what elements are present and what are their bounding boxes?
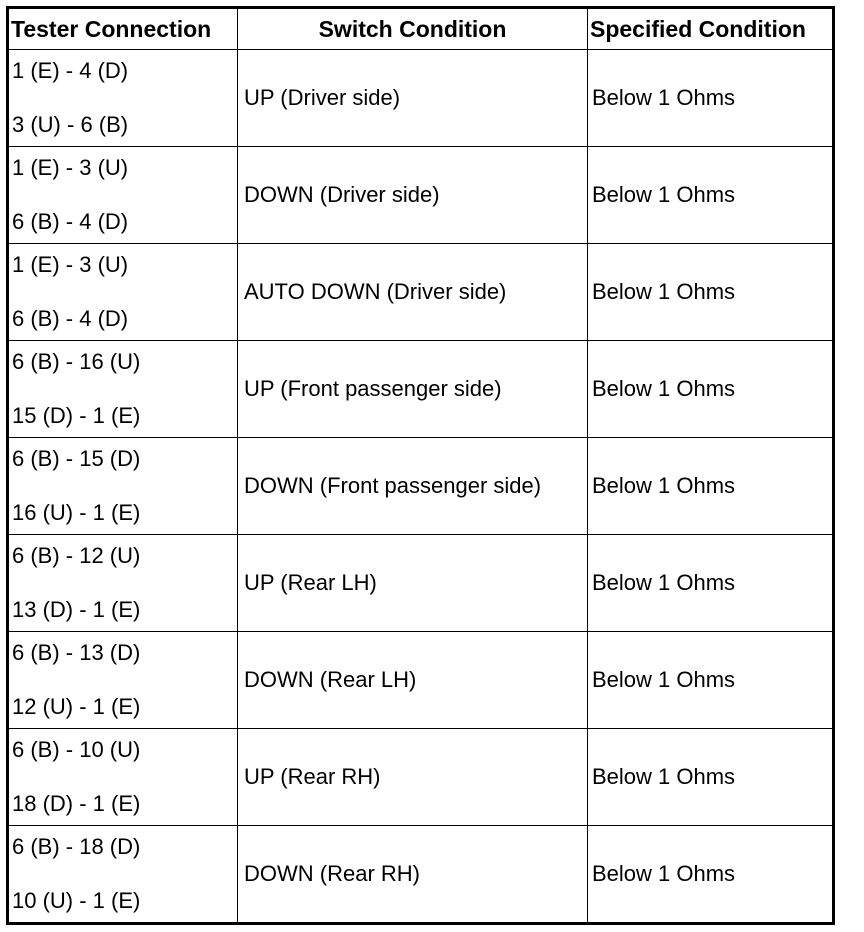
header-row (8, 8, 834, 50)
table-row (8, 244, 834, 341)
table-row (8, 147, 834, 244)
specified-condition-cell: Below 1 Ohms (588, 438, 834, 535)
switch-condition-cell: DOWN (Front passenger side) (238, 438, 588, 535)
connection-pair (12, 438, 237, 534)
specified-condition-cell: Below 1 Ohms (588, 632, 834, 729)
tester-connection-text: 3 (U) - 6 (B) (12, 112, 129, 137)
connection-pair (12, 50, 237, 146)
specified-condition-cell: Below 1 Ohms (588, 341, 834, 438)
tester-connection-text: 18 (D) - 1 (E) (12, 791, 141, 816)
tester-connection-cell (8, 147, 238, 244)
connection-pair (12, 632, 237, 728)
tester-connection-text: 13 (D) - 1 (E) (12, 597, 141, 622)
specified-condition-cell: Below 1 Ohms (588, 50, 834, 147)
tester-connection-text: 6 (B) - 13 (D) (12, 640, 141, 665)
connection-pair (12, 826, 237, 922)
connection-pair (12, 729, 237, 825)
header-specified-condition: Specified Condition (588, 8, 834, 50)
table-row (8, 826, 834, 924)
tester-connection-text: 6 (B) - 12 (U) (12, 543, 141, 568)
switch-condition-cell: UP (Rear LH) (238, 535, 588, 632)
tester-connection-text: 6 (B) - 15 (D) (12, 446, 141, 471)
table-row (8, 632, 834, 729)
specified-condition-cell: Below 1 Ohms (588, 729, 834, 826)
tester-connection-cell (8, 535, 238, 632)
specified-condition-cell: Below 1 Ohms (588, 826, 834, 924)
switch-condition-cell: UP (Front passenger side) (238, 341, 588, 438)
tester-connection-text: 15 (D) - 1 (E) (12, 403, 141, 428)
tester-connection-text: 10 (U) - 1 (E) (12, 888, 141, 913)
tester-connection-text: 6 (B) - 4 (D) (12, 306, 129, 331)
table-row (8, 535, 834, 632)
tester-connection-text: 6 (B) - 4 (D) (12, 209, 129, 234)
table-row (8, 438, 834, 535)
connection-pair (12, 535, 237, 631)
table-row (8, 729, 834, 826)
switch-condition-cell: DOWN (Rear RH) (238, 826, 588, 924)
table-row (8, 341, 834, 438)
tester-connection-text: 6 (B) - 10 (U) (12, 737, 141, 762)
specified-condition-cell: Below 1 Ohms (588, 147, 834, 244)
tester-connection-text: 6 (B) - 18 (D) (12, 834, 141, 859)
tester-connection-text: 16 (U) - 1 (E) (12, 500, 141, 525)
switch-condition-cell: UP (Rear RH) (238, 729, 588, 826)
header-switch-condition: Switch Condition (238, 8, 588, 50)
tester-connection-text: 1 (E) - 4 (D) (12, 58, 129, 83)
table-row (8, 50, 834, 147)
tester-connection-cell (8, 632, 238, 729)
specified-condition-cell: Below 1 Ohms (588, 244, 834, 341)
table-header (8, 8, 834, 50)
switch-condition-cell: DOWN (Driver side) (238, 147, 588, 244)
switch-condition-cell: AUTO DOWN (Driver side) (238, 244, 588, 341)
tester-connection-cell (8, 826, 238, 924)
connection-pair (12, 244, 237, 340)
tester-connection-text: 1 (E) - 3 (U) (12, 155, 129, 180)
tester-connection-cell (8, 244, 238, 341)
tester-connection-cell (8, 438, 238, 535)
tester-connection-cell (8, 729, 238, 826)
connection-pair (12, 147, 237, 243)
switch-inspection-table (6, 6, 835, 925)
specified-condition-cell: Below 1 Ohms (588, 535, 834, 632)
switch-condition-cell: UP (Driver side) (238, 50, 588, 147)
tester-connection-cell (8, 341, 238, 438)
table-body (8, 50, 834, 924)
header-tester-connection: Tester Connection (8, 8, 238, 50)
tester-connection-text: 6 (B) - 16 (U) (12, 349, 141, 374)
switch-condition-cell: DOWN (Rear LH) (238, 632, 588, 729)
tester-connection-text: 12 (U) - 1 (E) (12, 694, 141, 719)
tester-connection-cell (8, 50, 238, 147)
tester-connection-text: 1 (E) - 3 (U) (12, 252, 129, 277)
connection-pair (12, 341, 237, 437)
